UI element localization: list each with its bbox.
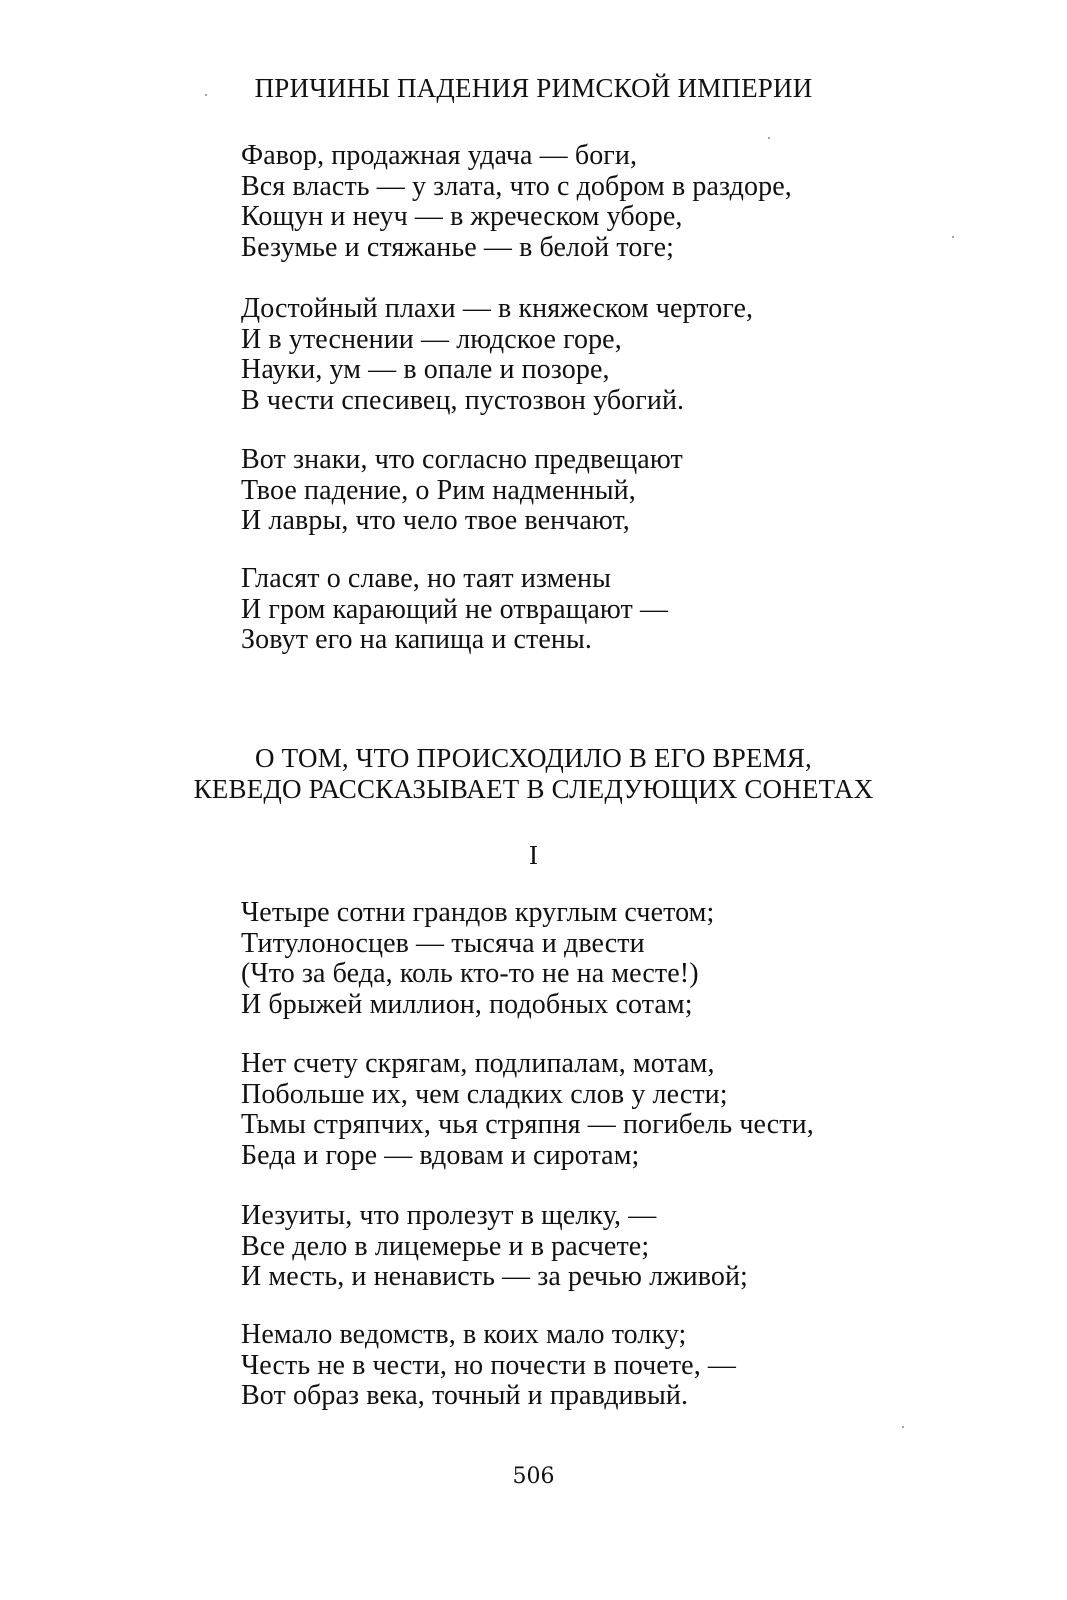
verse-line: (Что за беда, коль кто-то не на месте!) [241,958,699,989]
stanza [241,445,683,537]
verse-line: И брыжей миллион, подобных сотам; [241,988,693,1020]
verse-line: И гром карающий не отвращают — [241,593,669,625]
verse-line: Немало ведомств, в коих мало толку; [241,1319,687,1350]
verse-line: Тьмы стряпчих, чья стряпня — погибель чести, [241,1109,814,1140]
verse-line: Гласят о славе, но таят измены [241,563,612,594]
verse-line: В чести спесивец, пустозвон убогий. [241,384,685,416]
verse-line: И лавры, что чело твое венчают, [241,505,630,536]
title-line: КЕВЕДО РАССКАЗЫВАЕТ В СЛЕДУЮЩИХ СОНЕТАХ [193,774,874,804]
stanza [241,1049,814,1171]
verse-line: Зовут его на капища и стены. [241,624,593,655]
verse-line: Иезуиты, что пролезут в щелку, — [241,1200,657,1231]
stanza [241,1201,748,1293]
verse-line: Фавор, продажная удача — боги, [241,140,638,171]
stanza [241,898,714,1020]
verse-line: Титулоносцев — тысяча и двести [241,927,645,959]
verse-line: Вот образ века, точный и правдивый. [241,1380,689,1411]
verse-line: Побольше их, чем сладких слов у лести; [241,1078,728,1110]
verse-line: Безумье и стяжанье — в белой тоге; [241,231,675,263]
title-line: О ТОМ, ЧТО ПРОИСХОДИЛО В ЕГО ВРЕМЯ, [255,743,812,773]
page-number: 506 [512,1464,555,1489]
stanza [241,294,753,416]
scan-speck [205,94,207,96]
verse-line: Честь не в чести, но почести в почете, — [241,1349,736,1381]
verse-line: Кощун и неуч — в жреческом уборе, [241,201,683,232]
verse-line: И месть, и ненависть — за речью лживой; [241,1261,748,1292]
poem-title [0,743,1067,805]
scan-speck [952,236,954,238]
verse-line: Твое падение, о Рим надменный, [241,474,636,506]
verse-line: Науки, ум — в опале и позоре, [241,354,610,385]
poem-title: ПРИЧИНЫ ПАДЕНИЯ РИМСКОЙ ИМПЕРИИ [254,73,813,103]
verse-line: И в утеснении — людское горе, [241,323,622,355]
scan-speck [902,1426,904,1428]
verse-line: Четыре сотни грандов круглым счетом; [241,897,715,928]
verse-line: Вот знаки, что согласно предвещают [241,444,683,475]
stanza [241,564,668,656]
verse-line: Нет счету скрягам, подлипалам, мотам, [241,1048,715,1079]
verse-line: Достойный плахи — в княжеском чертоге, [241,293,754,324]
verse-line: Беда и горе — вдовам и сиротам; [241,1139,640,1171]
scan-speck [768,137,770,139]
stanza [241,1320,736,1412]
verse-line: Вся власть — у злата, что с добром в раздоре, [241,170,792,202]
section-numeral: I [529,840,538,870]
stanza [241,141,792,263]
verse-line: Все дело в лицемерье и в расчете; [241,1230,650,1262]
